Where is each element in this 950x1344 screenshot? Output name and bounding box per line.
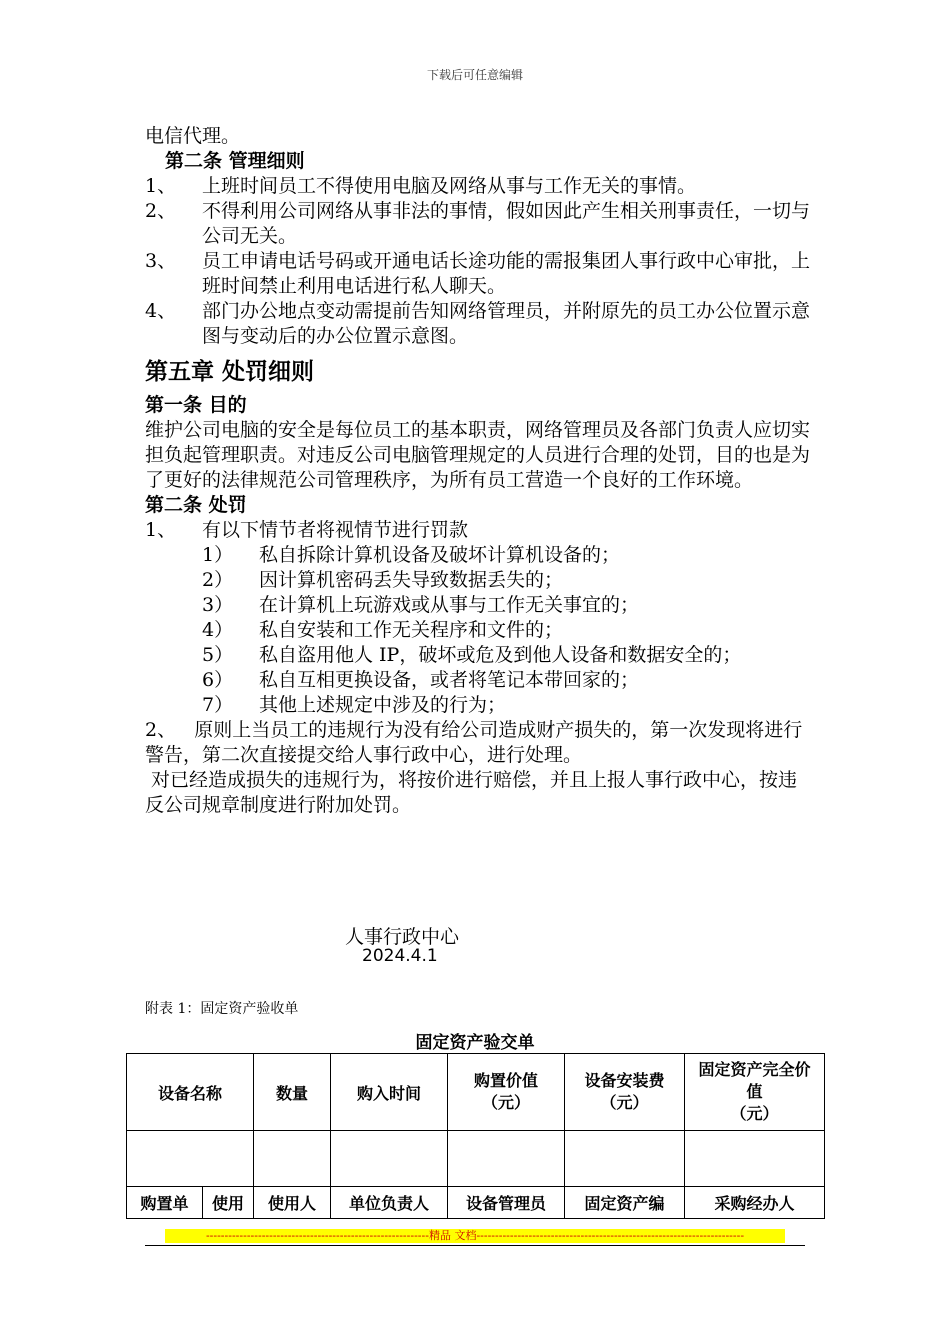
table-cell: 购置单 (127, 1187, 203, 1219)
chapter5-title: 第五章 处罚细则 (145, 358, 315, 385)
item-number: 2、 (145, 200, 177, 222)
sub-item (145, 693, 810, 718)
table-cell: 使用 (203, 1187, 254, 1219)
sub-item-text: 因计算机密码丢失导致数据丢失的； (259, 569, 564, 591)
header-cell: 设备名称 (127, 1054, 254, 1131)
page-header: 下载后可任意编辑 (426, 68, 523, 82)
article2-title: 第二条 管理细则 (165, 150, 305, 172)
sub-item (145, 568, 810, 593)
sub-item-number: 7） (202, 694, 234, 716)
sub-item-text: 私自安装和工作无关程序和文件的； (259, 619, 564, 641)
sub-item (145, 668, 810, 693)
header-cell: 设备安装费 （元） (565, 1054, 685, 1131)
table-title: 固定资产验交单 (415, 1033, 535, 1053)
document-body (145, 124, 810, 818)
penalty-item-2: 2、 原则上当员工的违规行为没有给公司造成财产损失的，第一次发现将进行警告，第二次直接提交给人事行政中心，进行处理。 (145, 719, 803, 766)
empty-cell (448, 1131, 565, 1187)
empty-cell (127, 1131, 254, 1187)
table-row (127, 1131, 825, 1187)
empty-cell (254, 1131, 331, 1187)
sub-item (145, 643, 810, 668)
ch5-article1-text: 维护公司电脑的安全是每位员工的基本职责，网络管理员及各部门负责人应切实担负起管理职责。对违反公司电脑管理规定的人员进行合理的处罚，目的也是为了更好的法律规范公司管理秩序，为所有员工营造一个良好的工作环境。 (145, 419, 811, 491)
appendix-label: 附表 1：固定资产验收单 (145, 1001, 299, 1017)
ch5-article2-title: 第二条 处罚 (145, 494, 247, 516)
table-cell: 设备管理员 (448, 1187, 565, 1219)
sub-item-number: 5） (202, 644, 234, 666)
asset-table (126, 1053, 825, 1219)
list-item (145, 174, 810, 199)
item-text: 有以下情节者将视情节进行罚款 (202, 519, 469, 541)
sub-item-number: 1） (202, 544, 234, 566)
sub-item-text: 私自盗用他人 IP，破坏或危及到他人设备和数据安全的； (259, 644, 742, 666)
sub-item-text: 在计算机上玩游戏或从事与工作无关事宜的； (259, 594, 640, 616)
footer-divider (145, 1245, 805, 1246)
sub-item-number: 3） (202, 594, 234, 616)
item-text: 部门办公地点变动需提前告知网络管理员，并附原先的员工办公位置示意图与变动后的办公位置示意图。 (202, 300, 811, 347)
table-cell: 采购经办人 (685, 1187, 825, 1219)
signature-date: 2024.4.1 (362, 946, 438, 966)
item-number: 1、 (145, 519, 177, 541)
empty-cell (685, 1131, 825, 1187)
continuation-line: 电信代理。 (145, 125, 241, 147)
table-cell: 使用人 (254, 1187, 331, 1219)
sub-item (145, 618, 810, 643)
item-number: 1、 (145, 175, 177, 197)
sub-item-text: 其他上述规定中涉及的行为； (259, 694, 507, 716)
sub-item-number: 2） (202, 569, 234, 591)
item-number: 4、 (145, 300, 177, 322)
list-item (145, 518, 810, 543)
sub-item-number: 4） (202, 619, 234, 641)
footer-watermark: ------------------------------------------------------------精品 文档------------------------------------------------------------------------ (165, 1229, 785, 1243)
list-item (145, 299, 810, 349)
ch5-article1-title: 第一条 目的 (145, 394, 247, 416)
item-number: 3、 (145, 250, 177, 272)
table-row (127, 1187, 825, 1219)
table-cell: 固定资产编 (565, 1187, 685, 1219)
item-text: 上班时间员工不得使用电脑及网络从事与工作无关的事情。 (202, 175, 697, 197)
sub-item (145, 593, 810, 618)
header-cell: 固定资产完全价值 （元） (685, 1054, 825, 1131)
empty-cell (565, 1131, 685, 1187)
list-item (145, 249, 810, 299)
header-cell: 数量 (254, 1054, 331, 1131)
sub-item-text: 私自拆除计算机设备及破坏计算机设备的； (259, 544, 621, 566)
empty-cell (331, 1131, 448, 1187)
sub-item-text: 私自互相更换设备，或者将笔记本带回家的； (259, 669, 640, 691)
table-cell: 单位负责人 (331, 1187, 448, 1219)
header-cell: 购置价值 （元） (448, 1054, 565, 1131)
sub-item (145, 543, 810, 568)
item-text: 员工申请电话号码或开通电话长途功能的需报集团人事行政中心审批，上班时间禁止利用电话进行私人聊天。 (202, 250, 811, 297)
header-cell: 购入时间 (331, 1054, 448, 1131)
sub-item-number: 6） (202, 669, 234, 691)
item-text: 不得利用公司网络从事非法的事情，假如因此产生相关刑事责任，一切与公司无关。 (202, 200, 811, 247)
list-item (145, 199, 810, 249)
table-header-row (127, 1054, 825, 1131)
signature-dept: 人事行政中心 (345, 926, 460, 948)
penalty-item-3: 对已经造成损失的违规行为，将按价进行赔偿，并且上报人事行政中心，按违反公司规章制度进行附加处罚。 (145, 769, 798, 816)
